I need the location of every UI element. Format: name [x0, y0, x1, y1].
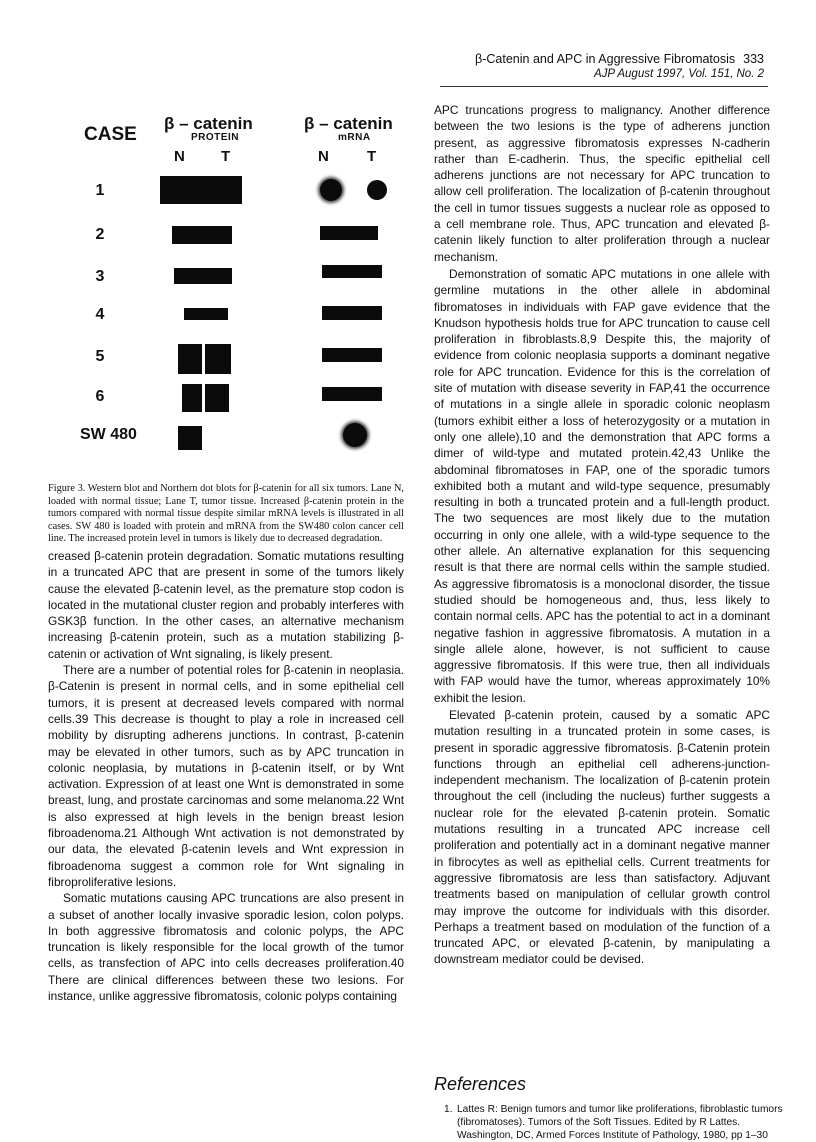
mrna-band-case-2: [320, 226, 378, 240]
protein-band-case-5-t: [205, 344, 231, 374]
case-label: 1: [95, 182, 105, 199]
protein-subheading: PROTEIN: [191, 132, 239, 143]
case-label: 4: [95, 306, 105, 323]
reference-text: Lattes R: Benign tumors and tumor like proliferations, fibroblastic tumors (fibromatoses). Tumors of the Soft Tissues. Edited by R Lattes. Washington, DC, Armed Forces Institute of Pathology, 1980, pp 1–30: [457, 1104, 783, 1141]
case-label: 6: [95, 388, 105, 405]
protein-lane-t: T: [221, 148, 231, 165]
protein-band-sw480: [178, 426, 202, 450]
protein-band-case-3: [174, 268, 232, 284]
paragraph: APC truncations progress to malignancy. Another difference between the two lesions is the type of adherens junction present, as aggressive fibromatosis expresses N-cadherin rather than E-cadherin. Thus, the specific epithelial cell adherens junctions are not necessary for APC truncation to allow cell proliferation. The localization of β-catenin throughout the cell in tumor tissues suggests a nuclear role as opposed to a cell membrane role. Thus, APC truncation and elevated β-catenin likely function to alter proliferation through a nuclear mechanism.: [434, 103, 770, 264]
running-header: [475, 52, 764, 82]
mrna-dot-case-1-n: [320, 179, 342, 201]
protein-lane-n: N: [174, 148, 185, 165]
protein-heading: β – catenin: [164, 114, 253, 133]
mrna-band-case-5: [322, 348, 382, 362]
mrna-dot-case-1-t: [367, 180, 387, 200]
protein-band-case-1: [160, 176, 242, 204]
running-title: β-Catenin and APC in Aggressive Fibromatosis: [475, 52, 736, 66]
mrna-subheading: mRNA: [338, 132, 371, 143]
page-number: 333: [743, 52, 764, 66]
case-label: 5: [95, 348, 105, 365]
references-heading: References: [434, 1074, 527, 1094]
blot-figure: [78, 108, 408, 483]
reference-item: [444, 1103, 783, 1142]
case-heading: CASE: [84, 124, 137, 145]
case-label: SW 480: [80, 426, 137, 443]
mrna-lane-n: N: [318, 148, 329, 165]
mrna-lane-t: T: [367, 148, 377, 165]
protein-band-case-2: [172, 226, 232, 244]
mrna-band-case-4: [322, 306, 382, 320]
mrna-band-case-6: [322, 387, 382, 401]
column-left: [48, 548, 404, 1004]
mrna-dot-sw480: [343, 423, 367, 447]
case-label: 3: [95, 268, 105, 285]
paragraph: creased β-catenin protein degradation. Somatic mutations resulting in a truncated APC that are present in some of the tumors likely cause the elevated β-catenin level, as the premature stop codon is located in the mutational cluster region and probably interferes with GSK3β function. In the other cases, an alternative mechanism increasing β-catenin protein, such as a mutation stabilizing β-catenin or activation of Wnt signaling, is likely present.: [48, 549, 404, 661]
protein-band-case-4: [184, 308, 228, 320]
paragraph: Somatic mutations causing APC truncations are also present in a subset of another locally invasive sporadic lesion, colon polyps. In both aggressive fibromatosis and colonic polyps, the APC truncation is likely responsible for the local growth of the tumor cells, as transfection of APC into cells decreases proliferation.40 There are clinical differences between these two lesions. For instance, unlike aggressive fibromatosis, colonic polyps containing: [48, 891, 404, 1004]
protein-band-case-6-n: [182, 384, 202, 412]
column-right: [434, 102, 770, 968]
figure-caption: Figure 3. Western blot and Northern dot blots for β-catenin for all six tumors. Lane N, loaded with normal tissue; Lane T, tumor tissue. Increased β-catenin protein in the tumors compared with normal tissue despite similar mRNA levels is illustrated in all cases. SW 480 is loaded with protein and mRNA from the SW480 colon cancer cell line. The increased protein level in tumors is likely due to decreased degradation.: [48, 483, 404, 545]
case-label: 2: [95, 226, 105, 243]
reference-number: 1.: [444, 1104, 453, 1115]
paragraph: There are a number of potential roles for β-catenin in neoplasia. β-Catenin is present in normal cells, and in some epithelial cell tumors, it is present at decreased levels compared with normal cells.39 This decrease is thought to play a role in increased cell mobility by disrupting adherens junctions. In contrast, β-catenin may be elevated in other tumors, such as by APC truncation in colonic neoplasia, by mutations in β-catenin itself, or by Wnt activation. Expression of at least one Wnt is demonstrated in some breast, lung, and prostate carcinomas and some melanoma.22 Wnt is also expressed at high levels in the benign breast lesion fibroadenoma.21 Although Wnt activation is not demonstrated by our data, the elevated β-catenin levels and Wnt expression in fibroadenoma suggest a common role for Wnt signaling in fibroproliferative lesions.: [48, 663, 404, 889]
paragraph: Elevated β-catenin protein, caused by a somatic APC mutation resulting in a truncated protein in some cases, is present in sporadic aggressive fibromatosis. β-Catenin protein functions through an epithelial cell adherens-junction-independent mechanism. The localization of β-catenin protein throughout the cell (including the nucleus) further suggests a nuclear role for the elevated β-catenin protein. Somatic mutations resulting in a truncated APC increase cell proliferation and potentially act in a dominant negative manner in fibrocytes as well as epithelial cells. Current treatments for aggressive fibromatosis are less than satisfactory. Adjuvant treatments based on manipulation of cellular growth control may improve the outcome for individuals with this disorder. Perhaps a treatment based on modulation of the function of a truncated APC, or elevated β-catenin, by manipulating a downstream mediator could be devised.: [434, 707, 770, 967]
mrna-heading: β – catenin: [304, 114, 393, 133]
protein-band-case-5-n: [178, 344, 202, 374]
protein-band-case-6-t: [205, 384, 229, 412]
header-rule: [440, 86, 768, 87]
paragraph: Demonstration of somatic APC mutations in one allele with germline mutations in the other allele in abdominal fibromatoses in individuals with FAP gave evidence that the Knudson hypothesis holds true for APC truncation to cause cell proliferation in fibroblasts.8,9 Despite this, the majority of evidence from colonic neoplasia supports a dominant negative role for APC truncation. Evidence for this is the correlation of site of mutation with disease severity in FAP,41 the occurrence of mutations in a single allele in sporadic colonic neoplasm (tumors exhibit either a loss of heterozygosity or a mutation in only one allele),10 and the demonstration that APC forms a dimer of wild-type and mutated protein.42,43 Unlike the abdominal fibromatoses in FAP, one of the sporadic tumors exhibited both a mutant and wild-type sequence, presumably resulting in both a truncated protein and a full-length product. The two sequences are most likely due to the mutation occurring in only one allele, with a wild-type sequence to the other allele. An alternative explanation for this sequencing result is that there are normal cells within the sample studied. As aggressive fibromatosis is a monoclonal disorder, the tissue studied should be homogeneous and, thus, less likely to contain normal cells. APC has the potential to act in a dominant negative fashion in aggressive fibromatosis. A mutation in a single allele alone, however, is not sufficient to cause aggressive fibromatosis. If this were true, then all individuals with FAP would have the tumor, whereas approximately 10% exhibit the lesion.: [434, 266, 770, 705]
mrna-band-case-3: [322, 265, 382, 278]
journal-citation: AJP August 1997, Vol. 151, No. 2: [593, 68, 764, 80]
